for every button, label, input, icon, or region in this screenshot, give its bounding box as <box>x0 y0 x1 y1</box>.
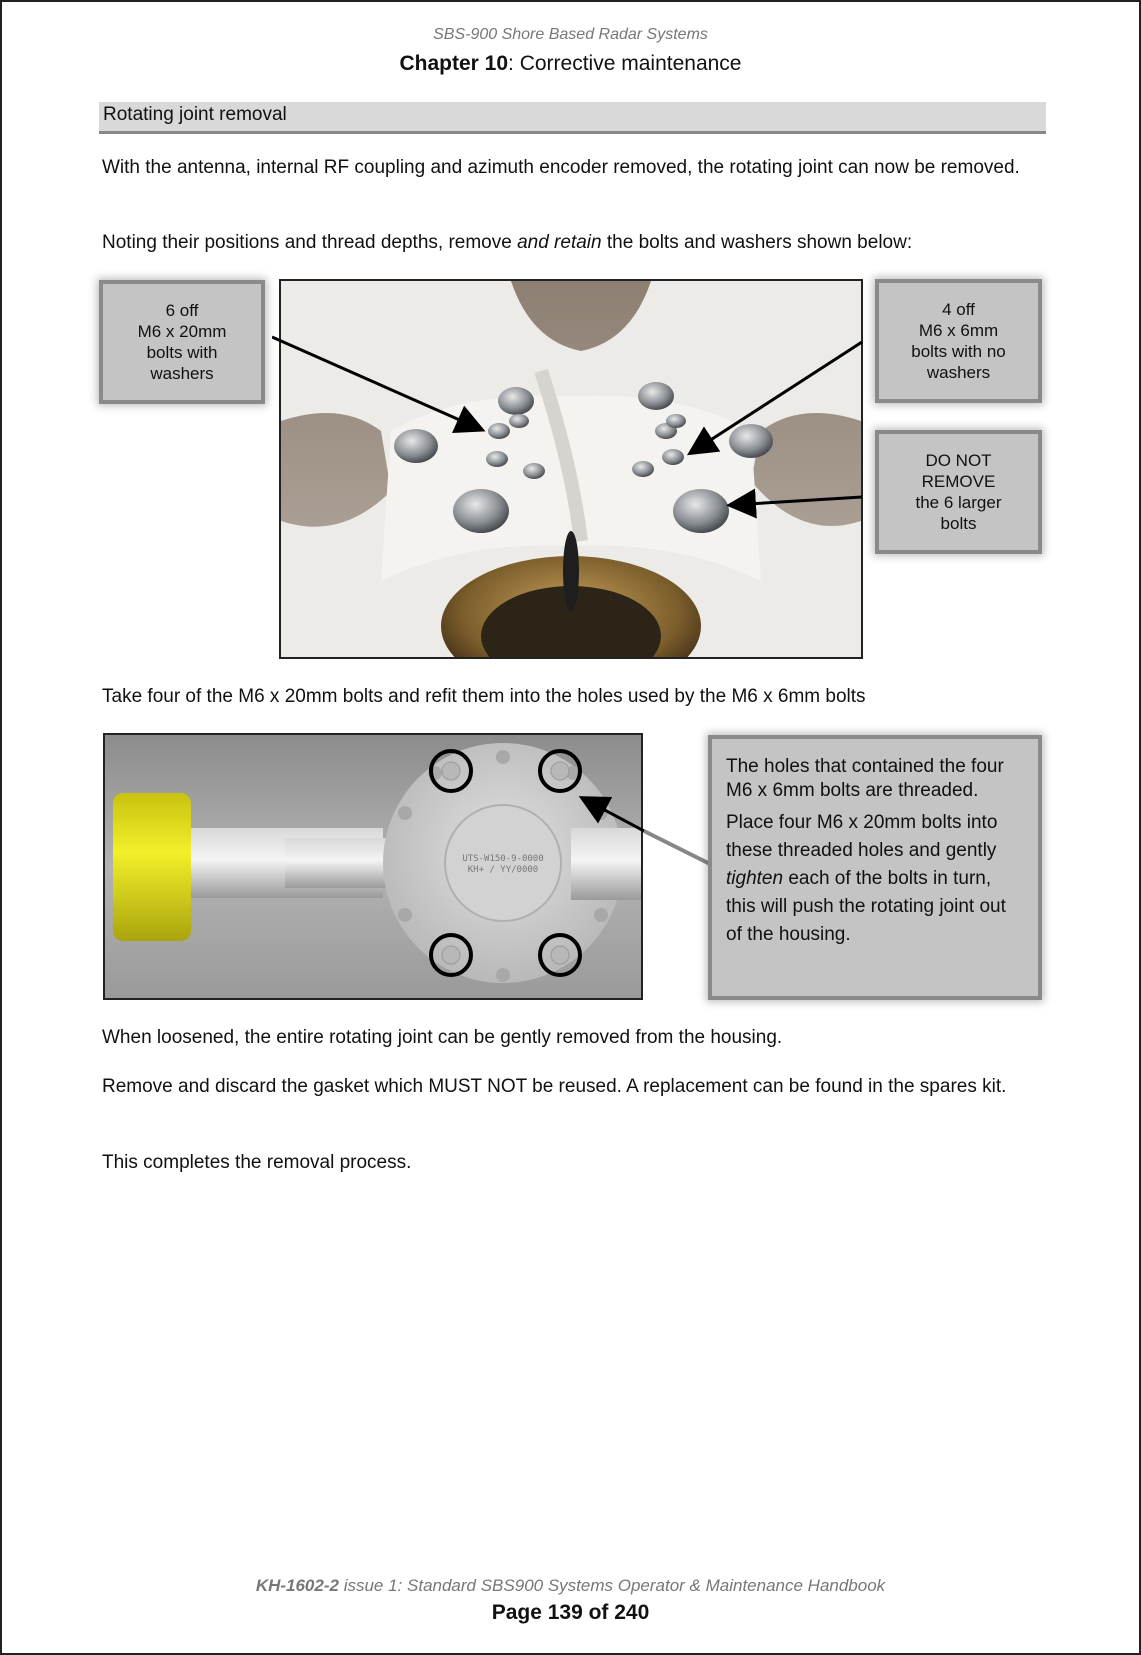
noting-text-italic: and retain <box>517 232 602 253</box>
holes-text-italic: tighten <box>726 868 784 889</box>
callout-line: washers <box>150 364 214 383</box>
photo-arrows <box>272 322 872 522</box>
page-number: Page 139 of 240 <box>491 1601 650 1624</box>
document-title: issue 1: Standard SBS900 Systems Operator & Maintenance Handbook <box>338 1576 886 1595</box>
discard-paragraph: Remove and discard the gasket which MUST NOT be reused. A replacement can be found in the spares kit. <box>102 1076 1007 1097</box>
noting-text-start: Noting their positions and thread depths, remove <box>102 232 518 253</box>
completes-paragraph: This completes the removal process. <box>102 1152 412 1173</box>
callout-line: bolts with <box>146 343 218 362</box>
callout-line: bolts <box>940 514 977 533</box>
part-code: KH+ / YY/0000 <box>467 865 539 875</box>
section-heading: Rotating joint removal <box>99 102 1046 134</box>
callout-line: M6 x 6mm <box>918 321 999 340</box>
callout-line: bolts with no <box>911 342 1006 361</box>
callout-do-not-remove <box>875 430 1042 554</box>
rotating-joint-diagram <box>103 733 643 1000</box>
holes-text-start: Place four M6 x 20mm bolts into these threaded holes and gently <box>726 812 998 861</box>
callout-line: the 6 larger <box>915 493 1002 512</box>
noting-paragraph <box>102 229 1042 256</box>
callout-line: DO NOT <box>925 451 992 470</box>
callout-line: 4 off <box>942 300 975 319</box>
loosened-paragraph: When loosened, the entire rotating joint can be gently removed from the housing. <box>102 1027 783 1048</box>
holes-paragraph-1: The holes that contained the four M6 x 6mm bolts are threaded. <box>726 756 1004 801</box>
callout-m6x6-bolts <box>875 279 1042 403</box>
diagram-arrow <box>572 782 712 872</box>
document-reference <box>2 1576 1139 1596</box>
part-number: UTS-W150-9-0000 <box>462 854 544 864</box>
callout-line: washers <box>926 363 991 382</box>
chapter-number: Chapter 10 <box>399 52 509 75</box>
chapter-name: : Corrective maintenance <box>508 52 742 75</box>
holes-paragraph-2 <box>726 809 1024 949</box>
callout-line: M6 x 20mm <box>137 322 227 341</box>
noting-text-end: the bolts and washers shown below: <box>601 232 913 253</box>
take-four-paragraph: Take four of the M6 x 20mm bolts and refit them into the holes used by the M6 x 6mm bolts <box>102 686 866 707</box>
holes-text-end: each of the bolts in turn, this will push the rotating joint out of the housing. <box>726 868 1006 945</box>
diagram-part-label <box>445 854 561 876</box>
intro-paragraph: With the antenna, internal RF coupling and azimuth encoder removed, the rotating joint can now be removed. <box>102 157 1020 178</box>
callout-threaded-holes <box>708 735 1042 1000</box>
callout-m6x20-bolts <box>99 280 265 404</box>
callout-line: REMOVE <box>921 472 996 491</box>
callout-line: 6 off <box>165 301 199 320</box>
document-subtitle: SBS-900 Shore Based Radar Systems <box>433 26 708 43</box>
document-code: KH-1602-2 <box>255 1576 339 1595</box>
chapter-title <box>2 52 1139 76</box>
